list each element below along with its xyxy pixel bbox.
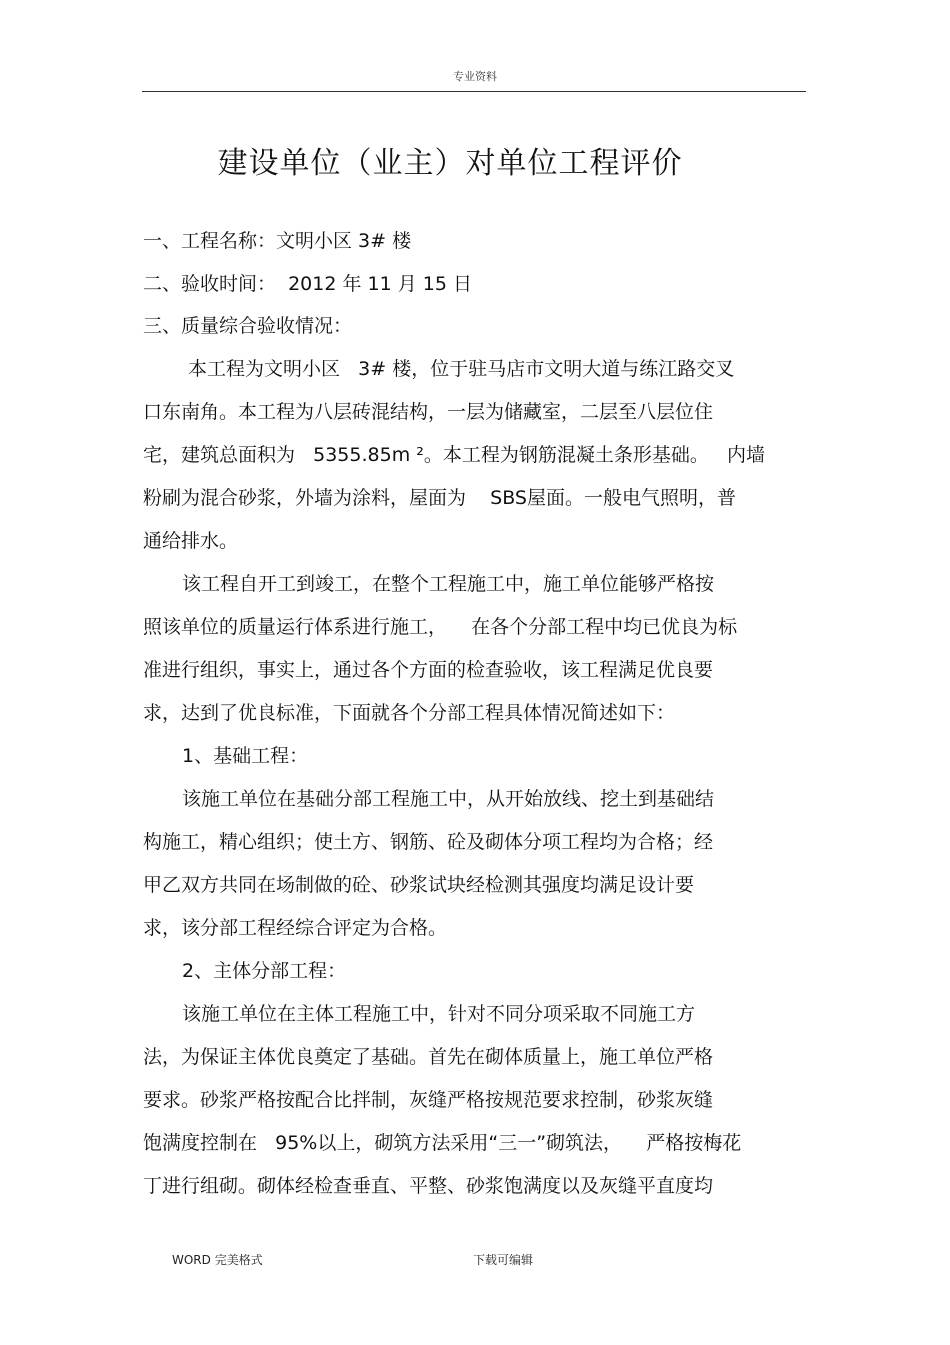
body-line: 通给排水。 (143, 530, 239, 552)
section-heading-main-structure: 2、主体分部工程： (182, 960, 347, 982)
footer-right-label: 下载可编辑 (473, 1253, 534, 1267)
body-line: 丁进行组砌。砌体经检查垂直、平整、砂浆饱满度以及灰缝平直度均 (143, 1175, 714, 1197)
acceptance-time-field: 二、验收时间： 2012 年 11 月 15 日 (143, 273, 472, 295)
body-line: 饱满度控制在 95%以上，砌筑方法采用“三一”砌筑法， 严格按梅花 (143, 1132, 742, 1154)
body-line: 宅，建筑总面积为 5355.85m ²。本工程为钢筋混凝土条形基础。 内墙 (143, 444, 765, 466)
project-name-field: 一、工程名称：文明小区 3# 楼 (143, 230, 412, 252)
body-line: 准进行组织，事实上，通过各个方面的检查验收，该工程满足优良要 (143, 659, 714, 681)
header-divider (142, 91, 806, 92)
body-line: 粉刷为混合砂浆，外墙为涂料，屋面为 SBS屋面。一般电气照明，普 (143, 487, 736, 509)
body-line: 甲乙双方共同在场制做的砼、砂浆试块经检测其强度均满足设计要 (143, 874, 695, 896)
body-line: 法，为保证主体优良奠定了基础。首先在砌体质量上，施工单位严格 (143, 1046, 714, 1068)
body-line: 该施工单位在基础分部工程施工中，从开始放线、挖土到基础结 (182, 788, 715, 810)
body-line: 口东南角。本工程为八层砖混结构，一层为储藏室，二层至八层位住 (143, 401, 714, 423)
quality-section-heading: 三、质量综合验收情况： (143, 315, 353, 337)
body-line: 本工程为文明小区 3# 楼，位于驻马店市文明大道与练江路交叉 (182, 358, 735, 380)
document-title: 建设单位（业主）对单位工程评价 (217, 146, 683, 181)
body-line: 照该单位的质量运行体系进行施工， 在各个分部工程中均已优良为标 (143, 616, 738, 638)
body-line: 构施工，精心组织；使土方、钢筋、砼及砌体分项工程均为合格；经 (143, 831, 714, 853)
header-label: 专业资料 (453, 70, 497, 83)
footer-left-label: WORD 完美格式 (172, 1253, 263, 1267)
section-heading-foundation: 1、基础工程： (182, 745, 309, 767)
body-line: 要求。砂浆严格按配合比拌制，灰缝严格按规范要求控制，砂浆灰缝 (143, 1089, 714, 1111)
body-line: 该施工单位在主体工程施工中，针对不同分项采取不同施工方 (182, 1003, 696, 1025)
body-line: 求，该分部工程经综合评定为合格。 (143, 917, 448, 939)
body-line: 该工程自开工到竣工，在整个工程施工中，施工单位能够严格按 (182, 573, 715, 595)
body-line: 求，达到了优良标准，下面就各个分部工程具体情况简述如下： (143, 702, 676, 724)
